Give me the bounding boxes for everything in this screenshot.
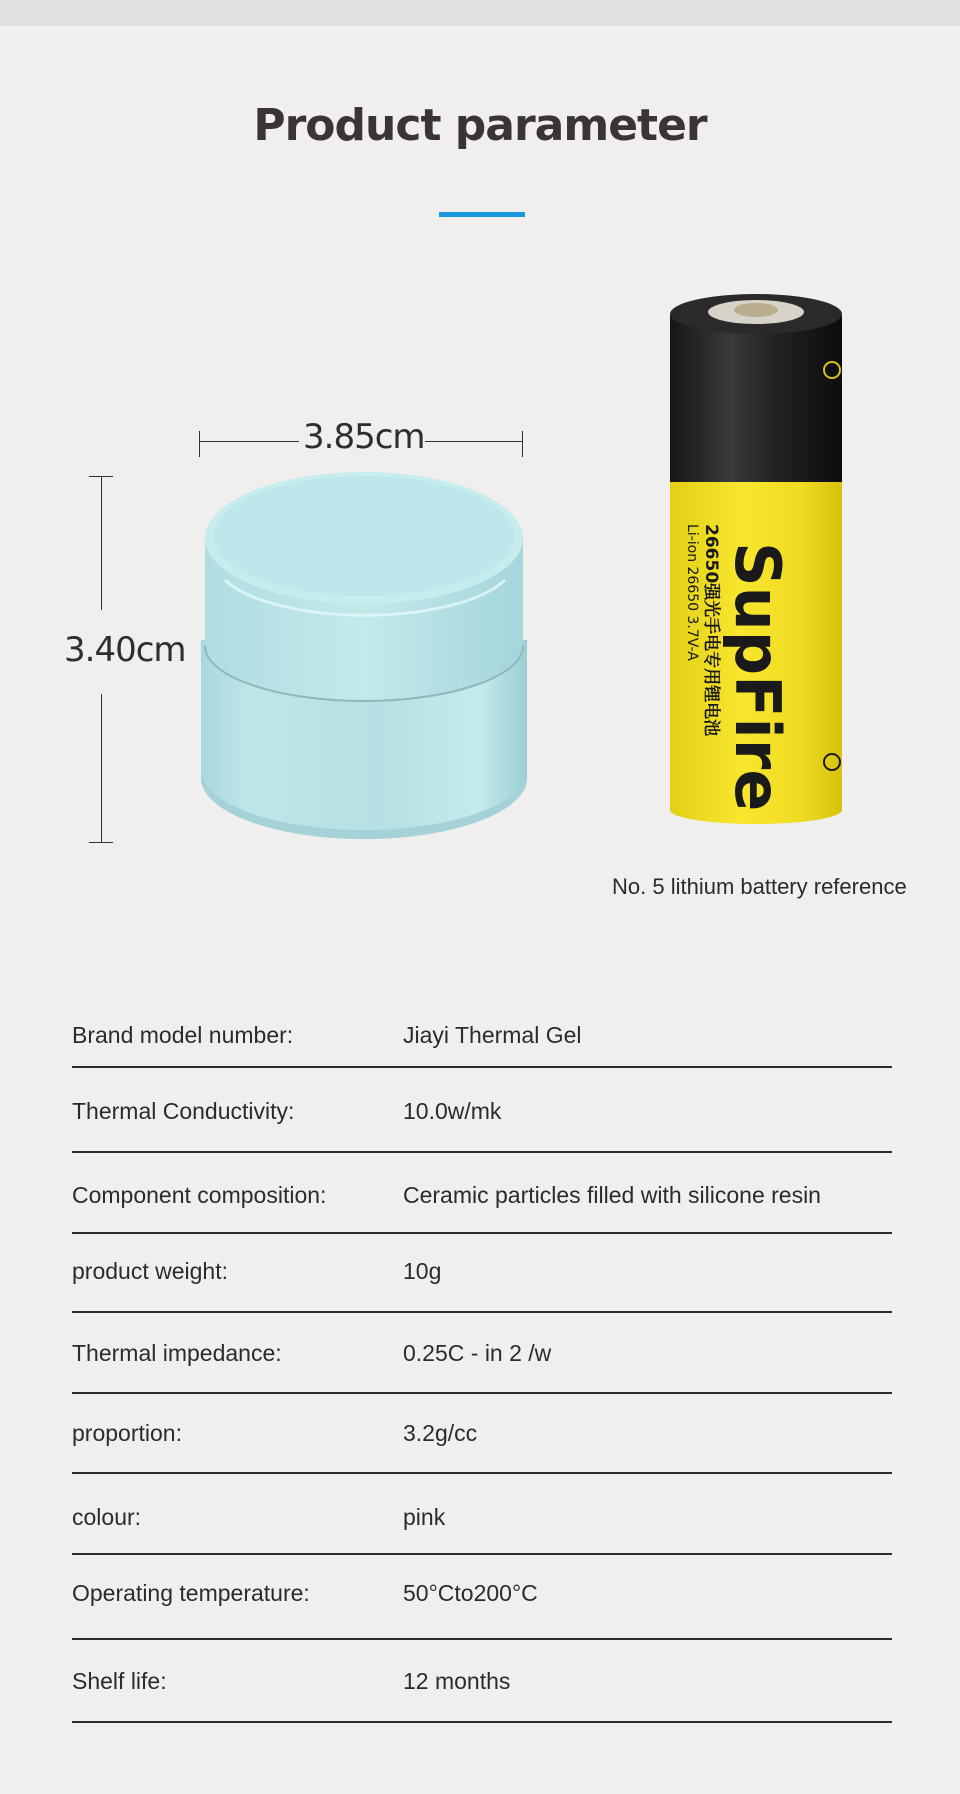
param-label: colour: xyxy=(72,1504,142,1530)
param-label: Thermal impedance: xyxy=(72,1340,282,1366)
param-value: Jiayi Thermal Gel xyxy=(403,1022,582,1048)
param-value: 3.2g/cc xyxy=(403,1420,478,1446)
width-dimension-left-tick xyxy=(199,431,200,457)
param-label: Shelf life: xyxy=(72,1668,167,1694)
row-divider xyxy=(72,1638,892,1640)
width-dimension-right-tick xyxy=(522,431,523,457)
thermal-gel-jar-image xyxy=(195,470,530,850)
param-value: 0.25C - in 2 /w xyxy=(403,1340,552,1366)
title-accent-line xyxy=(439,212,525,217)
battery-brand-text: SupFire xyxy=(721,542,794,812)
param-value: 10.0w/mk xyxy=(403,1098,502,1124)
height-dimension-line-bottom xyxy=(101,694,102,842)
battery-caption: No. 5 lithium battery reference xyxy=(612,874,907,899)
lithium-battery-image xyxy=(664,292,849,844)
width-dimension-label: 3.85cm xyxy=(303,417,425,457)
width-dimension-line-right xyxy=(425,441,522,442)
row-divider xyxy=(72,1151,892,1153)
row-divider xyxy=(72,1472,892,1474)
param-value: pink xyxy=(403,1504,446,1530)
param-label: Component composition: xyxy=(72,1182,327,1208)
row-divider xyxy=(72,1066,892,1068)
param-value: Ceramic particles filled with silicone resin xyxy=(403,1182,821,1208)
height-dimension-bottom-tick xyxy=(89,842,113,843)
page-title: Product parameter xyxy=(253,100,707,151)
row-divider xyxy=(72,1392,892,1394)
battery-model-text: 26650强光手电专用锂电池 xyxy=(701,524,721,737)
param-value: 50°Cto200°C xyxy=(403,1580,538,1606)
param-label: proportion: xyxy=(72,1420,182,1446)
row-divider xyxy=(72,1311,892,1313)
row-divider xyxy=(72,1232,892,1234)
battery-spec-text: Li-ion 26650 3.7V-A xyxy=(684,524,700,661)
row-divider xyxy=(72,1553,892,1555)
row-divider xyxy=(72,1721,892,1723)
height-dimension-label: 3.40cm xyxy=(64,630,186,670)
height-dimension-line-top xyxy=(101,476,102,610)
param-label: Thermal Conductivity: xyxy=(72,1098,295,1124)
param-value: 10g xyxy=(403,1258,442,1284)
param-label: Brand model number: xyxy=(72,1022,294,1048)
param-label: Operating temperature: xyxy=(72,1580,310,1606)
width-dimension-line-left xyxy=(199,441,299,442)
param-value: 12 months xyxy=(403,1668,511,1694)
top-bar xyxy=(0,0,960,26)
param-label: product weight: xyxy=(72,1258,228,1284)
